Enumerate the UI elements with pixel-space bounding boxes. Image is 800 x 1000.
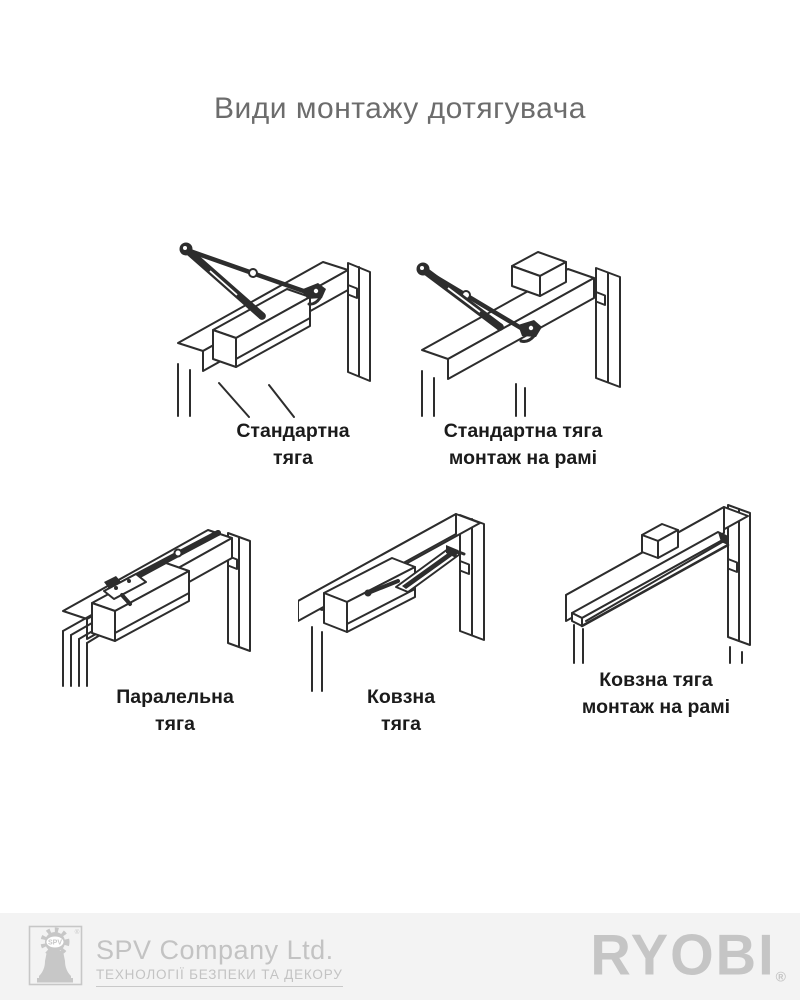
door-closer-parallel-arm-drawing <box>48 503 293 688</box>
spv-emblem-icon <box>28 925 86 987</box>
illustration-slide-arm <box>298 503 523 693</box>
caption-standard-arm: Стандартна тяга <box>236 420 350 470</box>
caption-slide-arm: Ковзна тяга <box>366 686 436 736</box>
illustration-standard-arm <box>165 233 400 418</box>
door-closer-slide-arm-frame-drawing <box>538 495 793 667</box>
svg-text:®: ® <box>74 929 80 936</box>
ryobi-wordmark: RYOBI <box>590 922 776 987</box>
spv-company-name: SPV Company Ltd. <box>96 935 334 965</box>
caption-standard-arm-frame: Стандартна тяга монтаж на рамі <box>443 420 603 470</box>
illustration-standard-arm-frame <box>400 230 655 422</box>
svg-text:SPV: SPV <box>47 939 63 947</box>
spv-tagline: ТЕХНОЛОГІЇ БЕЗПЕКИ ТА ДЕКОРУ <box>96 968 343 987</box>
caption-slide-arm-frame: Ковзна тяга монтаж на рамі <box>581 669 731 719</box>
illustration-slide-arm-frame <box>538 495 793 667</box>
door-closer-standard-arm-frame-drawing <box>400 230 655 422</box>
door-closer-slide-arm-drawing <box>298 503 523 693</box>
spv-logo-text <box>96 925 343 987</box>
page-title: Види монтажу дотягувача <box>214 92 586 125</box>
ryobi-registered-mark: ® <box>775 968 786 985</box>
spv-logo <box>28 925 343 987</box>
door-closer-standard-arm-drawing <box>165 233 400 418</box>
caption-parallel-arm: Паралельна тяга <box>116 686 234 736</box>
footer-band <box>0 913 800 1000</box>
illustration-parallel-arm <box>48 503 293 688</box>
ryobi-logo <box>590 922 786 987</box>
